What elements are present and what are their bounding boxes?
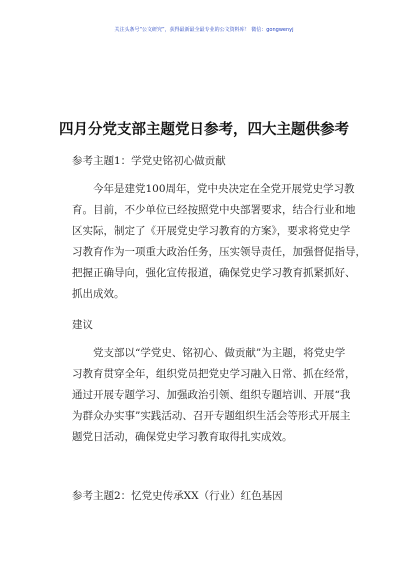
document-title: 四月分党支部主题党日参考，四大主题供参考 bbox=[59, 121, 349, 138]
paragraph-line: 党支部以“学党史、铭初心、做贡献”为主题，将党史学 bbox=[93, 347, 346, 359]
topic-1-heading: 参考主题1：学党史铭初心做贡献 bbox=[72, 155, 226, 167]
paragraph-line: 抓出成效。 bbox=[72, 288, 125, 300]
paragraph-line: 为群众办实事”实践活动、召开专题组织生活会等形式开展主 bbox=[72, 410, 351, 422]
suggestion-paragraph bbox=[72, 343, 356, 448]
paragraph-line: 题党日活动，确保党史学习教育取得扎实成效。 bbox=[72, 431, 293, 443]
topic-2-heading: 参考主题2：忆党史传承XX（行业）红色基因 bbox=[72, 490, 283, 502]
paragraph-line: 习教育作为一项重大政治任务，压实领导责任，加强督促指导， bbox=[72, 246, 366, 258]
paragraph-line: 把握正确导向，强化宣传报道，确保党史学习教育抓紧抓好、 bbox=[72, 267, 356, 279]
paragraph-line: 今年是建党100周年，党中央决定在全党开展党史学习教 bbox=[93, 183, 355, 195]
paragraph-line: 区实际，制定了《开展党史学习教育的方案》，要求将党史学 bbox=[72, 225, 351, 237]
header-notice: 关注头条号“公文研究”，获得最新最全最专业的公文资料库！ 微信：gongwenyj bbox=[114, 27, 294, 33]
paragraph-line: 育。目前，不少单位已经按照党中央部署要求，结合行业和地 bbox=[72, 204, 356, 216]
paragraph-line: 习教育贯穿全年，组织党员把党史学习融入日常、抓在经常， bbox=[72, 368, 356, 380]
paragraph-line: 通过开展专题学习、加强政治引领、组织专题培训、开展“我 bbox=[72, 389, 351, 401]
topic-1-paragraph bbox=[72, 179, 366, 305]
suggestion-label: 建议 bbox=[72, 319, 93, 331]
